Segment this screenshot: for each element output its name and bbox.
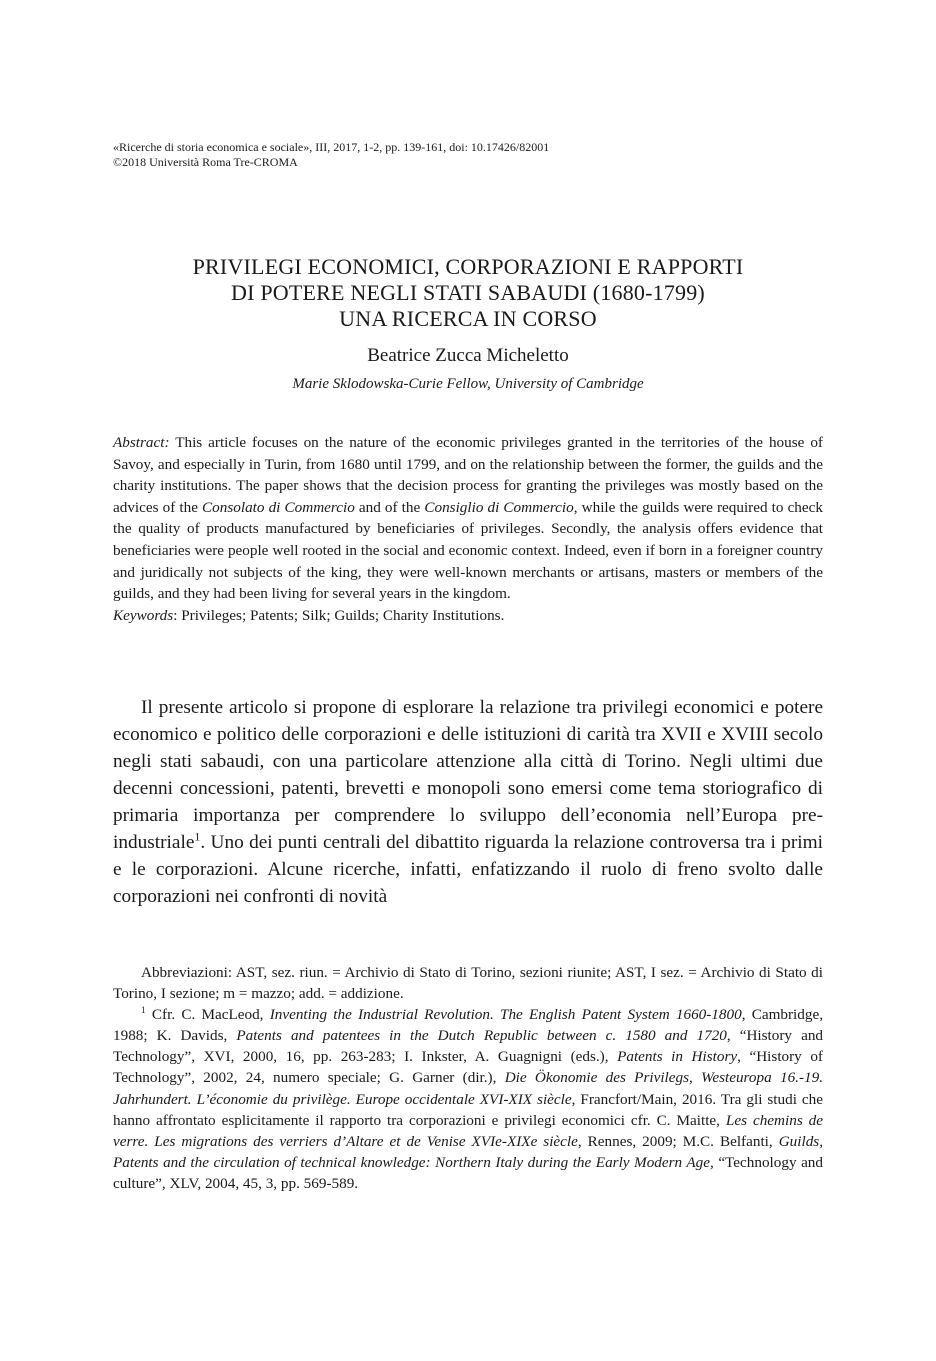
- journal-header: [113, 140, 833, 170]
- copyright-line: ©2018 Università Roma Tre-CROMA: [113, 155, 298, 169]
- abstract: [113, 432, 823, 626]
- author-affiliation: Marie Sklodowska-Curie Fellow, University of Cambridge: [292, 376, 644, 392]
- citation-line: «Ricerche di storia economica e sociale», III, 2017, 1-2, pp. 139-161, doi: 10.17426/82001: [113, 140, 550, 154]
- title-line-3: UNA RICERCA IN CORSO: [339, 306, 597, 331]
- body-text: [113, 694, 823, 910]
- abstract-text: Abstract: This article focuses on the nature of the economic privileges granted in the territories of the house of Savoy, and especially in Turin, from 1680 until 1799, and on the relationship between the former, the guilds and the charity institutions. The paper shows that the decision process for granting the privileges was mostly based on the advices of the Consolato di Commercio and of the Consiglio di Commercio, while the guilds were required to check the quality of products manufactured by beneficiaries of privileges. Secondly, the analysis offers evidence that beneficiaries were people well rooted in the social and economic context. Indeed, even if born in a foreigner country and juridically not subjects of the king, they were well-known merchants or artisans, masters or members of the guilds, and they had been living for several years in the kingdom.: [113, 434, 823, 603]
- author-name: Beatrice Zucca Micheletto: [367, 345, 569, 366]
- title-line-2: DI POTERE NEGLI STATI SABAUDI (1680-1799): [231, 280, 705, 305]
- keywords: Keywords: Privileges; Patents; Silk; Guilds; Charity Institutions.: [113, 606, 505, 624]
- footnote-ref[interactable]: 1: [194, 829, 201, 844]
- abbreviations-note: Abbreviazioni: AST, sez. riun. = Archivio di Stato di Torino, sezioni riunite; AST, I sez. = Archivio di Stato di Torino, I sezione; m = mazzo; add. = addizione.: [113, 964, 823, 1003]
- footnote-number: 1: [141, 1006, 146, 1017]
- body-paragraph: Il presente articolo si propone di esplorare la relazione tra privilegi economici e potere economico e politico delle corporazioni e delle istituzioni di carità tra XVII e XVIII secolo negli stati sabaudi, con una particolare attenzione alla città di Torino. Negli ultimi due decenni concessioni, patenti, brevetti e monopoli sono emersi come tema storiografico di primaria importanza per comprendere lo sviluppo dell’economia nell’Europa pre-industriale$^1$. Uno dei punti centrali del dibattito riguarda la relazione controversa tra i primi e le corporazioni. Alcune ricerche, infatti, enfatizzando il ruolo di freno svolto dalle corporazioni nei confronti di novità: [113, 697, 823, 907]
- keywords-label: Keywords: [113, 606, 174, 624]
- abstract-label: Abstract:: [113, 434, 170, 451]
- footnote-1: $^1$ Cfr. C. MacLeod, Inventing the Industrial Revolution. The English Patent System 1660-1800, Cambridge, 1988; K. Davids, Patents and patentees in the Dutch Republic between c. 1580 and 1720, “History and Technology”, XVI, 2000, 16, pp. 263-283; I. Inkster, A. Guagnigni (eds.), Patents in History, “History of Technology”, 2002, 24, numero speciale; G. Garner (dir.), Die Ökonomie des Privilegs, Westeuropa 16.-19. Jahrhundert. L’économie du privilège. Europe occidentale XVI-XIX siècle, Francfort/Main, 2016. Tra gli studi che hanno affrontato esplicitamente il rapporto tra corporazioni e privilegi economici cfr. C. Maitte, Les chemins de verre. Les migrations des verriers d’Altare et de Venise XVIe-XIXe siècle, Rennes, 2009; M.C. Belfanti, Guilds, Patents and the circulation of technical knowledge: Northern Italy during the Early Modern Age, “Technology and culture”, XLV, 2004, 45, 3, pp. 569-589.: [113, 1006, 824, 1192]
- footnotes: [113, 962, 823, 1194]
- article-title: [113, 254, 823, 332]
- title-line-1: PRIVILEGI ECONOMICI, CORPORAZIONI E RAPPORTI: [192, 254, 744, 279]
